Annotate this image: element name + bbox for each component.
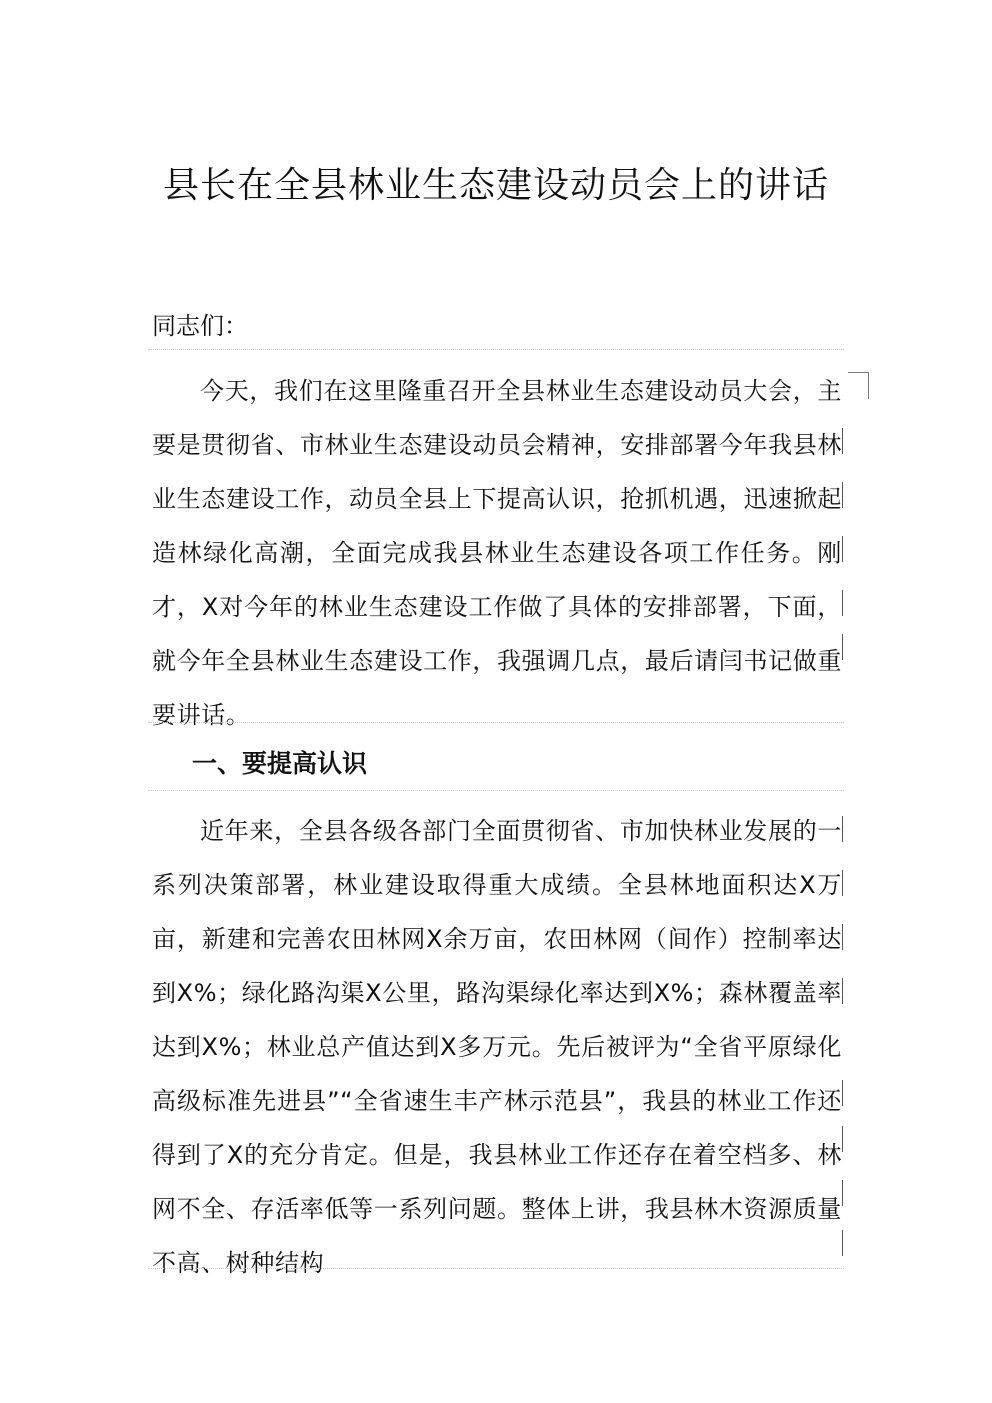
line-end-marker — [842, 634, 843, 660]
salutation: 同志们： — [152, 312, 248, 340]
line-end-marker — [842, 870, 843, 896]
line-end-marker — [842, 1180, 843, 1206]
document-title: 县长在全县林业生态建设动员会上的讲话 — [162, 165, 829, 206]
line-end-marker — [842, 816, 843, 842]
guide-line — [148, 790, 844, 791]
line-end-marker — [842, 590, 843, 616]
line-end-marker — [842, 1230, 843, 1256]
line-end-marker — [842, 428, 843, 454]
guide-line — [148, 722, 844, 723]
guide-line — [148, 349, 844, 350]
line-end-marker — [842, 536, 843, 562]
section-paragraph: 近年来，全县各级各部门全面贯彻省、市加快林业发展的一系列决策部署，林业建设取得重大成绩。全县林地面积达X万亩，新建和完善农田林网X余万亩，农田林网（间作）控制率达到X%；绿化路沟渠X公里，路沟渠绿化率达到X%；森林覆盖率达到X%；林业总产值达到X多万元。先后被评为“全省平原绿化高级标准先进县”“全省速生丰产林示范县”，我县的林业工作还得到了X的充分肯定。但是，我县林业工作还存在着空档多、林网不全、存活率低等一系列问题。整体上讲，我县林木资源质量不高、树种结构 — [152, 817, 842, 1277]
line-end-marker — [842, 1080, 843, 1106]
paragraph-corner-mark — [848, 372, 869, 399]
line-end-marker — [842, 482, 843, 508]
line-end-marker — [842, 1126, 843, 1152]
line-end-marker — [842, 978, 843, 1004]
section-heading: 一、要提高认识 — [192, 749, 368, 778]
intro-paragraph: 今天，我们在这里隆重召开全县林业生态建设动员大会，主要是贯彻省、市林业生态建设动员会精神，安排部署今年我县林业生态建设工作，动员全县上下提高认识，抢抓机遇，迅速掀起造林绿化高潮，全面完成我县林业生态建设各项工作任务。刚才，X对今年的林业生态建设工作做了具体的安排部署，下面，就今年全县林业生态建设工作，我强调几点，最后请闫书记做重要讲话。 — [152, 377, 842, 729]
guide-line — [148, 1268, 844, 1269]
line-end-marker — [842, 924, 843, 950]
